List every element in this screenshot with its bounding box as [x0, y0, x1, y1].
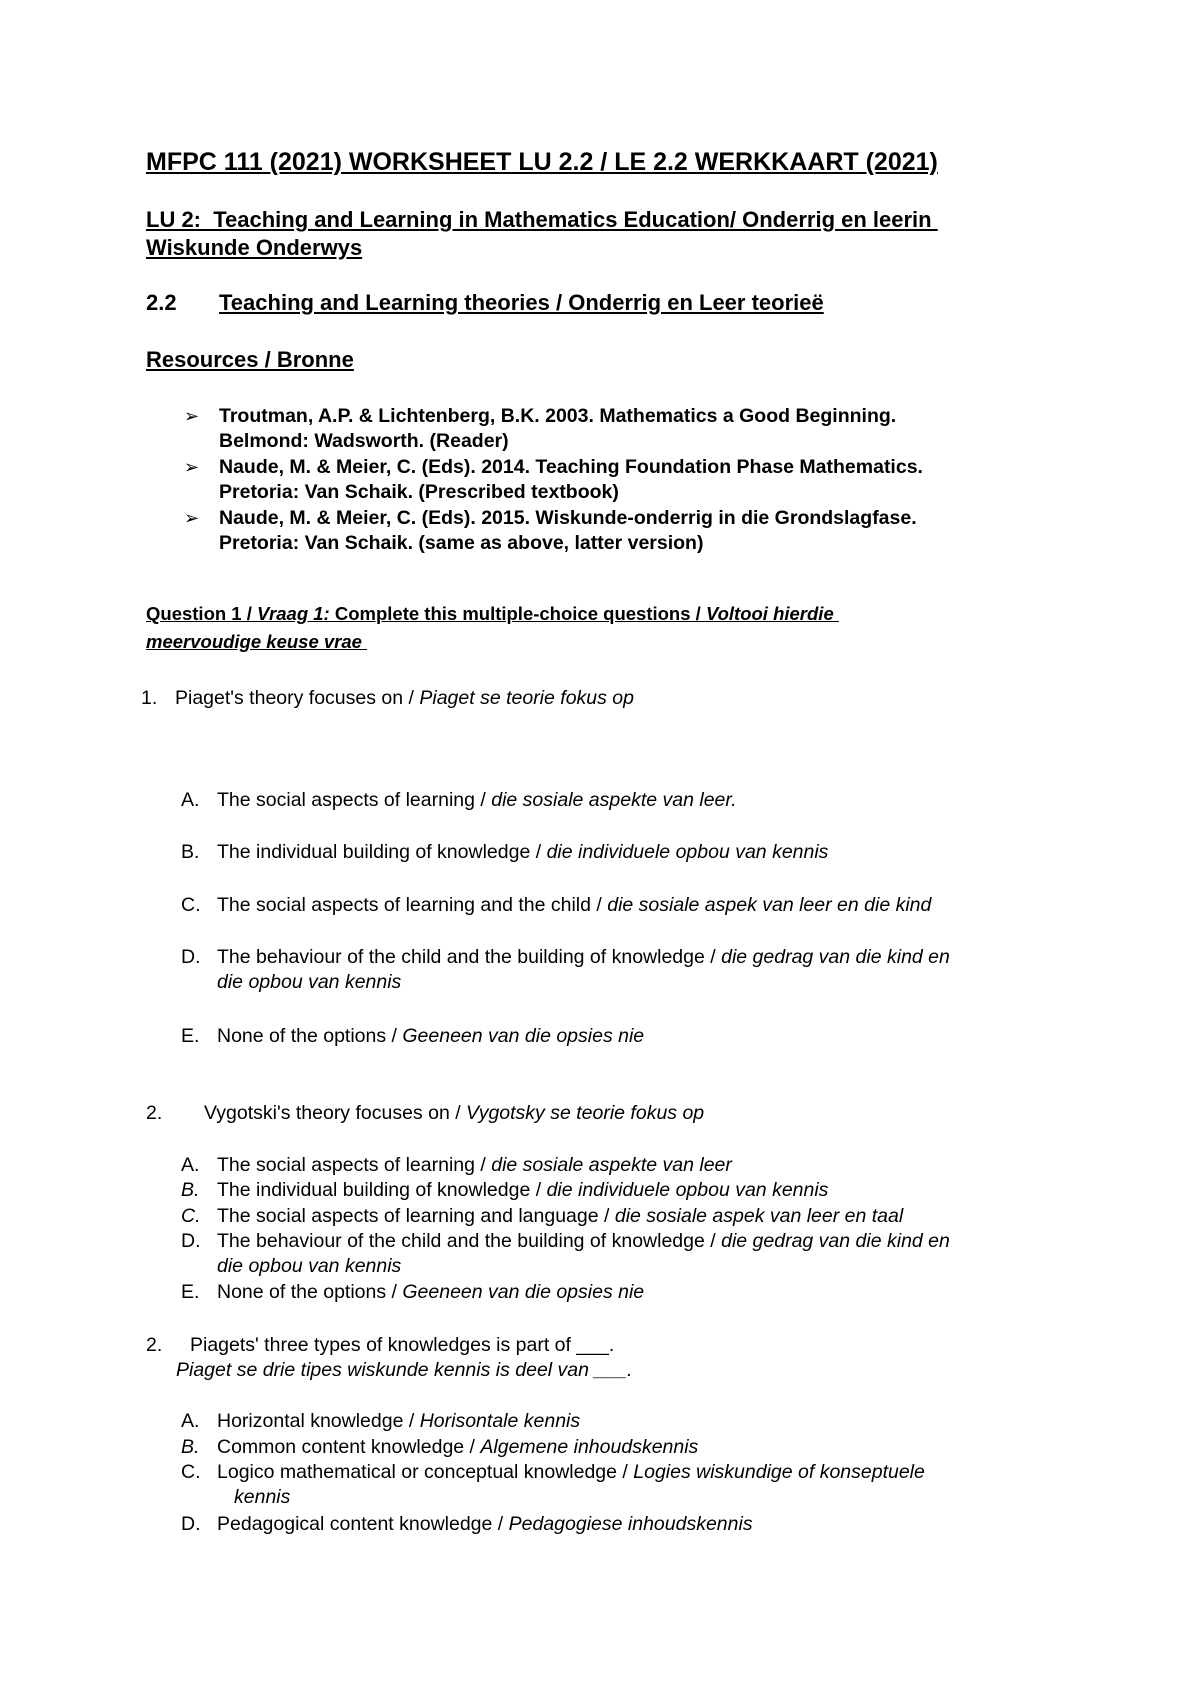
option-af: Algemene inhoudskennis	[480, 1436, 699, 1458]
option-en: Common content knowledge /	[217, 1436, 481, 1458]
option-af: Pedagogiese inhoudskennis	[508, 1513, 753, 1535]
option-af: die sosiale aspek van leer en taal	[614, 1205, 904, 1227]
option-label: A.	[181, 1154, 200, 1176]
option-af: die opbou van kennis	[217, 1255, 402, 1277]
option-en: The behaviour of the child and the building of knowledge /	[217, 946, 722, 968]
question-heading	[146, 600, 839, 656]
instruction-af: Voltooi hierdie	[705, 603, 839, 624]
option-en: Logico mathematical or conceptual knowledge /	[217, 1461, 634, 1483]
option-label: E.	[181, 1025, 200, 1047]
option-label: A.	[181, 789, 200, 811]
option-en: The behaviour of the child and the building of knowledge /	[217, 1230, 722, 1252]
resource-line: Naude, M. & Meier, C. (Eds). 2015. Wiskunde-onderrig in die Grondslagfase.	[219, 507, 917, 529]
prompt-af: Piaget se teorie fokus op	[419, 687, 634, 709]
question-num: 2.	[146, 1334, 163, 1356]
separator: /	[241, 603, 258, 624]
option-label: B.	[181, 1436, 200, 1458]
option-en: None of the options /	[217, 1281, 403, 1303]
resource-line: Belmond: Wadsworth. (Reader)	[219, 430, 509, 452]
option-en: The social aspects of learning /	[217, 1154, 492, 1176]
option-en: None of the options /	[217, 1025, 403, 1047]
question-num: 2.	[146, 1102, 163, 1124]
lu-heading	[146, 206, 938, 262]
option-af: die individuele opbou van kennis	[546, 1179, 829, 1201]
option-af: Geeneen van die opsies nie	[402, 1281, 645, 1303]
option-en: Horizontal knowledge /	[217, 1410, 420, 1432]
question-prompt	[146, 1333, 633, 1381]
resource-line: Pretoria: Van Schaik. (same as above, latter version)	[219, 532, 704, 554]
option-label: D.	[181, 1230, 201, 1252]
option-label: C.	[181, 1205, 201, 1227]
arrow-bullet-icon: ➢	[184, 508, 200, 528]
lu-heading-line1: LU 2: Teaching and Learning in Mathematics Education/ Onderrig en leerin	[146, 207, 938, 232]
option-label: C.	[181, 894, 201, 916]
option-label: B.	[181, 1179, 200, 1201]
section-heading	[146, 290, 824, 316]
instruction: Complete this multiple-choice questions /	[329, 603, 706, 624]
option-af: Logies wiskundige of konseptuele	[633, 1461, 925, 1483]
option-af: die individuele opbou van kennis	[546, 841, 829, 863]
option-af: kennis	[234, 1486, 291, 1508]
lu-heading-line2: Wiskunde Onderwys	[146, 235, 363, 260]
question-prompt	[141, 687, 634, 710]
prompt-en: Piaget's theory focuses on /	[175, 687, 420, 709]
option-en: Pedagogical content knowledge /	[217, 1513, 509, 1535]
resource-line: Troutman, A.P. & Lichtenberg, B.K. 2003. Mathematics a Good Beginning.	[219, 405, 897, 427]
prompt-en: Piagets' three types of knowledges is part of ___.	[190, 1334, 615, 1356]
option-af: die gedrag van die kind en	[721, 1230, 950, 1252]
prompt-af: Vygotsky se teorie fokus op	[466, 1102, 705, 1124]
option-en: The social aspects of learning /	[217, 789, 492, 811]
option-label: A.	[181, 1410, 200, 1432]
option-en: The social aspects of learning and the child /	[217, 894, 608, 916]
prompt-af: Piaget se drie tipes wiskunde kennis is deel van ___.	[176, 1359, 633, 1381]
arrow-bullet-icon: ➢	[184, 457, 200, 477]
resource-line: Pretoria: Van Schaik. (Prescribed textbook)	[219, 481, 619, 503]
option-en: The social aspects of learning and language /	[217, 1205, 615, 1227]
section-text: Teaching and Learning theories / Onderrig en Leer teorieë	[219, 290, 824, 315]
section-number: 2.2	[146, 290, 177, 315]
option-af: die gedrag van die kind en	[721, 946, 950, 968]
vraag-label: Vraag 1:	[257, 603, 330, 624]
option-label: B.	[181, 841, 200, 863]
option-af: die sosiale aspekte van leer.	[491, 789, 737, 811]
option-en: The individual building of knowledge /	[217, 841, 547, 863]
option-label: D.	[181, 946, 201, 968]
option-af: die sosiale aspek van leer en die kind	[607, 894, 932, 916]
page-title: MFPC 111 (2021) WORKSHEET LU 2.2 / LE 2.2 WERKKAART (2021)	[146, 148, 938, 176]
instruction-af: meervoudige keuse vrae	[146, 631, 368, 652]
question-number: Question 1	[146, 603, 242, 624]
resources-heading: Resources / Bronne	[146, 347, 354, 372]
prompt-en: Vygotski's theory focuses on /	[204, 1102, 467, 1124]
option-label: C.	[181, 1461, 201, 1483]
option-af: Geeneen van die opsies nie	[402, 1025, 645, 1047]
question-prompt	[146, 1102, 705, 1125]
question-num: 1.	[141, 687, 158, 709]
option-af: die opbou van kennis	[217, 971, 402, 993]
option-label: D.	[181, 1513, 201, 1535]
option-af: die sosiale aspekte van leer	[491, 1154, 732, 1176]
arrow-bullet-icon: ➢	[184, 406, 200, 426]
option-label: E.	[181, 1281, 200, 1303]
option-af: Horisontale kennis	[419, 1410, 581, 1432]
option-en: The individual building of knowledge /	[217, 1179, 547, 1201]
resource-line: Naude, M. & Meier, C. (Eds). 2014. Teaching Foundation Phase Mathematics.	[219, 456, 923, 478]
